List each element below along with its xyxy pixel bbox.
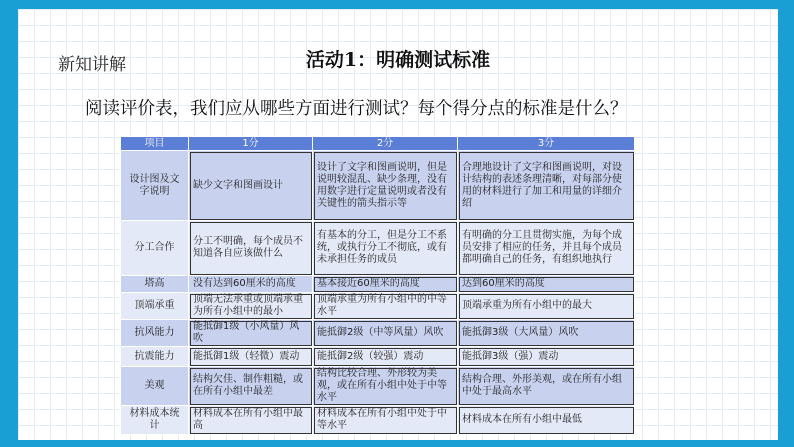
row-item: 塔高: [121, 276, 189, 293]
page-title: 活动1：明确测试标准: [305, 49, 491, 71]
cell-score-3: 能抵御3级（强）震动: [458, 347, 635, 367]
cell-score-1: 能抵御1级（小风量）风吹: [189, 320, 313, 347]
row-item: 抗风能力: [121, 320, 189, 347]
cell-score-3: 能抵御3级（大风量）风吹: [458, 320, 635, 347]
section-tag: 新知讲解: [58, 55, 126, 75]
slide: [18, 9, 778, 440]
cell-score-3: 结构合理、外形美观，或在所有小组中处于最高水平: [458, 367, 635, 406]
table-row: [121, 347, 635, 367]
row-item: 顶端承重: [121, 293, 189, 320]
row-item: 材料成本统计: [121, 406, 189, 435]
cell-score-1: 分工不明确，每个成员不知道各自应该做什么: [189, 221, 313, 276]
cell-score-1: 结构欠佳、制作粗糙，或在所有小组中最差: [189, 367, 313, 406]
table-row: [121, 151, 635, 221]
header-item: 项目: [121, 137, 189, 151]
cell-score-2: 能抵御2级（中等风量）风吹: [313, 320, 458, 347]
cell-score-2: 基本接近60厘米的高度: [313, 276, 458, 293]
table-row: [121, 320, 635, 347]
cell-score-3: 材料成本在所有小组中最低: [458, 406, 635, 435]
table-header-row: [121, 137, 635, 151]
row-item: 设计图及文字说明: [121, 151, 189, 221]
evaluation-table: [120, 136, 634, 435]
header-score-2: 2分: [313, 137, 458, 151]
table-row: [121, 276, 635, 293]
cell-score-2: 能抵御2级（较强）震动: [313, 347, 458, 367]
cell-score-1: 能抵御1级（轻微）震动: [189, 347, 313, 367]
cell-score-3: 有明确的分工且贯彻实施，为每个成员安排了相应的任务，并且每个成员都明确自己的任务，有组织地执行: [458, 221, 635, 276]
header-score-3: 3分: [458, 137, 635, 151]
cell-score-1: 没有达到60厘米的高度: [189, 276, 313, 293]
cell-score-2: 设计了文字和图画说明，但是说明较混乱、缺少条理，没有用数字进行定量说明或者没有关键性的箭头指示等: [313, 151, 458, 221]
cell-score-1: 材料成本在所有小组中最高: [189, 406, 313, 435]
cell-score-3: 达到60厘米的高度: [458, 276, 635, 293]
table-row: [121, 367, 635, 406]
question-text: 阅读评价表，我们应从哪些方面进行测试？每个得分点的标准是什么？: [85, 99, 628, 119]
cell-score-2: 有基本的分工，但是分工不系统，或执行分工不彻底，或有未承担任务的成员: [313, 221, 458, 276]
row-item: 美观: [121, 367, 189, 406]
table-row: [121, 406, 635, 435]
table-row: [121, 221, 635, 276]
cell-score-2: 材料成本在所有小组中处于中等水平: [313, 406, 458, 435]
header-score-1: 1分: [189, 137, 313, 151]
cell-score-1: 顶端无法承重或顶端承重为所有小组中的最小: [189, 293, 313, 320]
table-row: [121, 293, 635, 320]
row-item: 抗震能力: [121, 347, 189, 367]
row-item: 分工合作: [121, 221, 189, 276]
cell-score-2: 顶端承重为所有小组中的中等水平: [313, 293, 458, 320]
cell-score-1: 缺少文字和图画设计: [189, 151, 313, 221]
cell-score-3: 顶端承重为所有小组中的最大: [458, 293, 635, 320]
cell-score-2: 结构比较合理、外形较为美观，或在所有小组中处于中等水平: [313, 367, 458, 406]
cell-score-3: 合理地设计了文字和图画说明，对设计结构的表述条理清晰，对每部分使用的材料进行了加工和用量的详细介绍: [458, 151, 635, 221]
